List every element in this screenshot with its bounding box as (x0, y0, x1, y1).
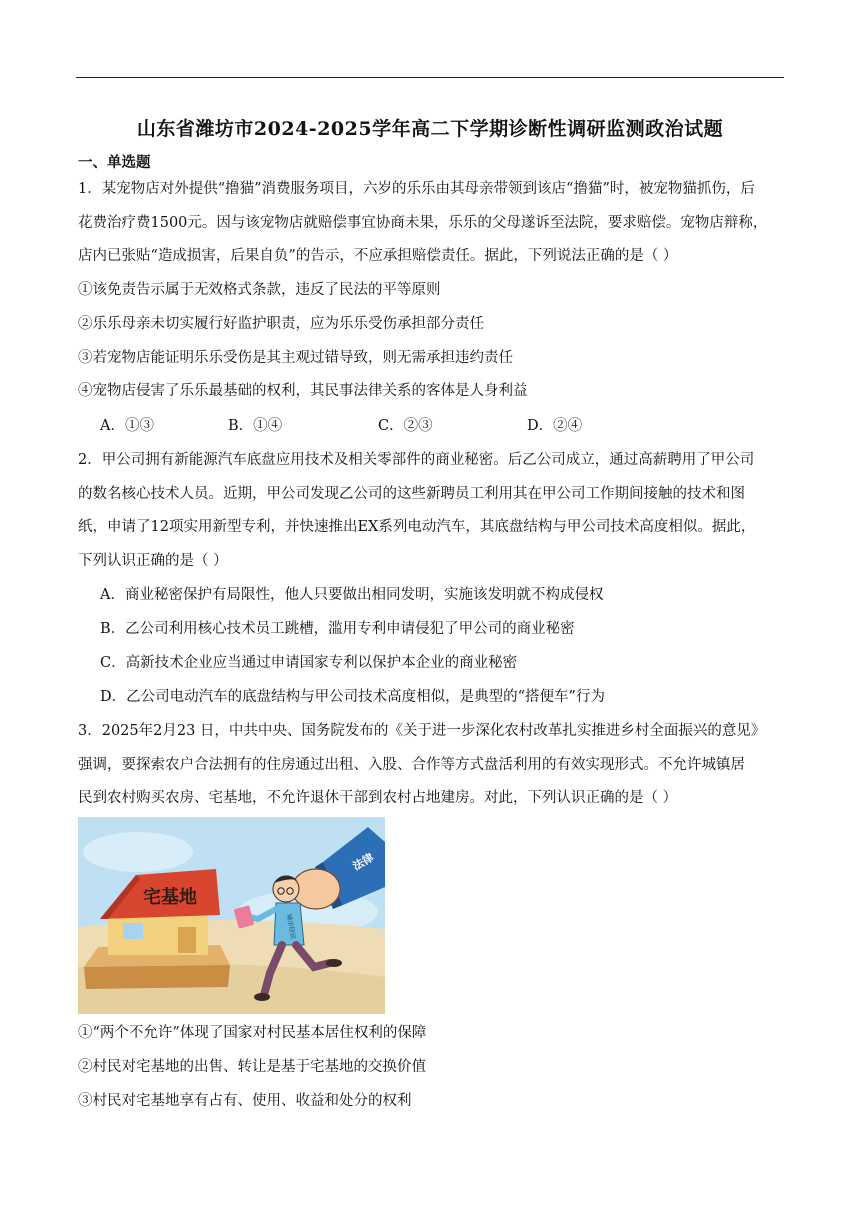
q1-stem-line: 花费治疗费1500元。因与该宠物店就赔偿事宜协商未果，乐乐的父母遂诉至法院，要求赔偿。宠物店辩称， (78, 215, 768, 231)
q2-option-d[interactable]: D．乙公司电动汽车的底盘结构与甲公司技术高度相似，是典型的“搭便车”行为 (100, 689, 605, 705)
q3-stem-line: 民到农村购买农房、宅基地，不允许退休干部到农村占地建房。对此，下列认识正确的是（ ） (78, 790, 678, 806)
q3-statement: ③村民对宅基地享有占有、使用、收益和处分的权利 (78, 1093, 412, 1109)
q2-option-c[interactable]: C．高新技术企业应当通过申请国家专利以保护本企业的商业秘密 (100, 655, 518, 671)
q1-option-b[interactable]: B．①④ (228, 418, 283, 434)
q3-stem-line: 3．2025年2月23 日，中共中央、国务院发布的《关于进一步深化农村改革扎实推进乡村全面振兴的意见》 (78, 723, 766, 739)
q1-statement: ③若宠物店能证明乐乐受伤是其主观过错导致，则无需承担违约责任 (78, 350, 513, 366)
figure-label-text: 城市居民 (284, 913, 298, 941)
q1-option-c[interactable]: C．②③ (378, 418, 433, 434)
page-title: 山东省潍坊市2024-2025学年高二下学期诊断性调研监测政治试题 (136, 118, 724, 140)
q3-stem-line: 强调，要探索农户合法拥有的住房通过出租、入股、合作等方式盘活利用的有效实现形式。不允许城镇居 (78, 757, 745, 773)
homestead-illustration (78, 817, 385, 1014)
q1-option-d[interactable]: D．②④ (527, 418, 583, 434)
house-sign-text: 宅基地 (143, 887, 197, 908)
q2-stem-line: 纸，申请了12项实用新型专利，并快速推出EX系列电动汽车，其底盘结构与甲公司技术高度相似。据此， (78, 519, 756, 535)
q1-options (100, 414, 700, 434)
q1-stem-line: 1．某宠物店对外提供“撸猫”消费服务项目，六岁的乐乐由其母亲带领到该店“撸猫”时，被宠物猫抓伤，后 (78, 181, 755, 197)
q2-stem-line: 2．甲公司拥有新能源汽车底盘应用技术及相关零部件的商业秘密。后乙公司成立，通过高薪聘用了甲公司 (78, 452, 755, 468)
sleeve-text: 法律 (350, 850, 377, 874)
q1-statement: ②乐乐母亲未切实履行好监护职责，应为乐乐受伤承担部分责任 (78, 316, 484, 332)
q2-stem-line: 下列认识正确的是（ ） (78, 553, 228, 569)
q1-option-a[interactable]: A．①③ (100, 418, 154, 434)
q2-option-a[interactable]: A．商业秘密保护有局限性，他人只要做出相同发明，实施该发明就不构成侵权 (100, 587, 604, 603)
q3-statement: ②村民对宅基地的出售、转让是基于宅基地的交换价值 (78, 1059, 426, 1075)
q1-stem-line: 店内已张贴“造成损害，后果自负”的告示，不应承担赔偿责任。据此，下列说法正确的是（ ） (78, 248, 678, 264)
section-heading: 一、单选题 (78, 154, 151, 171)
q1-statement: ①该免责告示属于无效格式条款，违反了民法的平等原则 (78, 282, 441, 298)
q1-statement: ④宠物店侵害了乐乐最基础的权利，其民事法律关系的客体是人身利益 (78, 383, 528, 399)
q2-option-b[interactable]: B．乙公司利用核心技术员工跳槽，滥用专利申请侵犯了甲公司的商业秘密 (100, 621, 575, 637)
header-rule (76, 77, 784, 78)
q2-stem-line: 的数名核心技术人员。近期，甲公司发现乙公司的这些新聘员工利用其在甲公司工作期间接触的技术和图 (78, 486, 745, 502)
q3-statement: ①“两个不允许”体现了国家对村民基本居住权利的保障 (78, 1025, 427, 1041)
